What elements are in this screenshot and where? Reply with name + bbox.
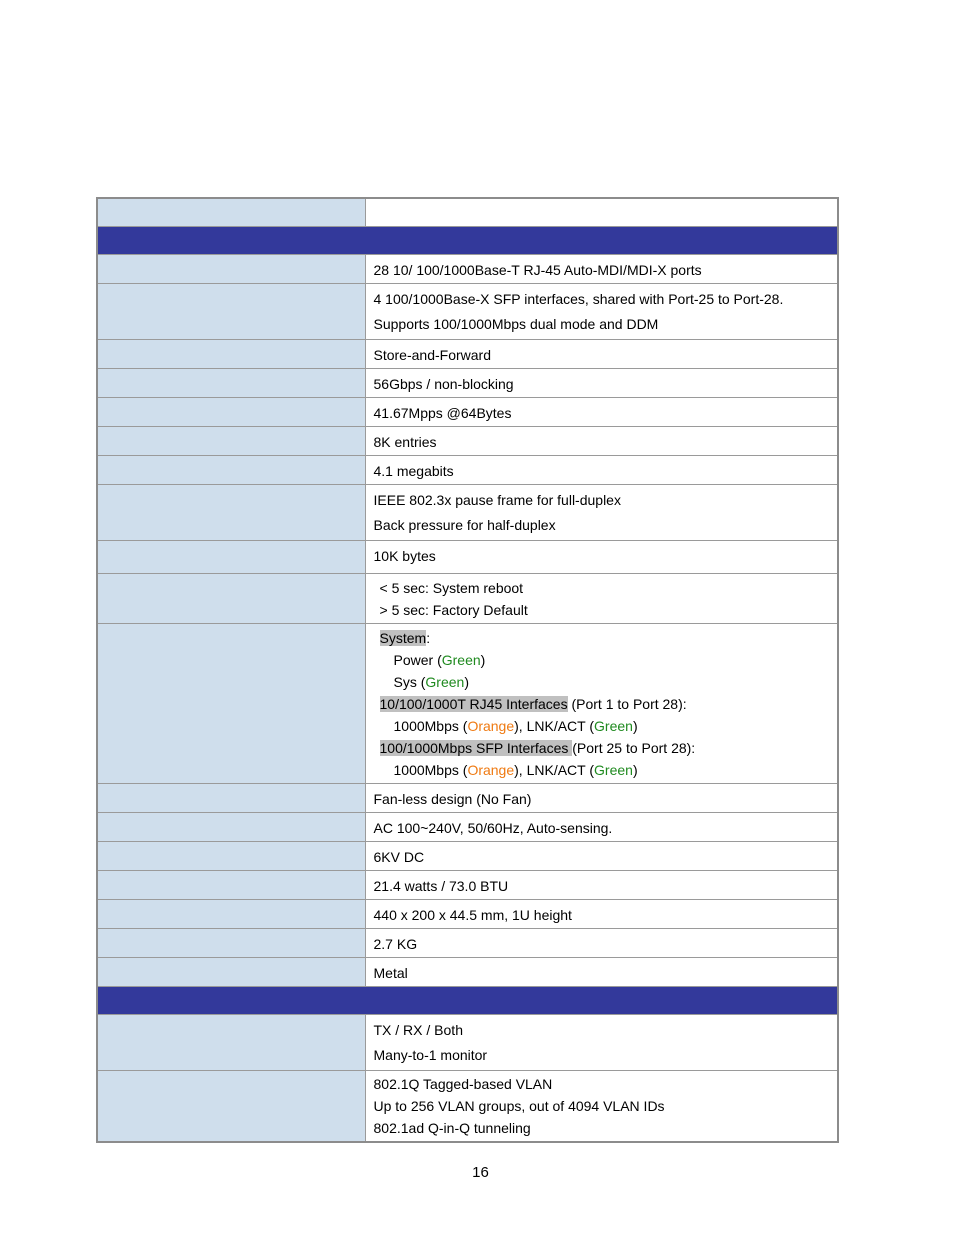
- led-system-line: [380, 627, 830, 649]
- row-value: [365, 541, 838, 574]
- flow-control-line-1: IEEE 802.3x pause frame for full-duplex: [373, 492, 621, 508]
- specification-table: [96, 197, 839, 1143]
- copper-ports-text: 28 10/ 100/1000Base-T RJ-45 Auto-MDI/MDI-X ports: [373, 262, 702, 278]
- led-green-text: Green: [594, 718, 633, 734]
- row-label: [97, 1071, 365, 1143]
- led-sfp-heading: 100/1000Mbps SFP Interfaces: [379, 740, 573, 756]
- table-row: [97, 284, 838, 340]
- row-label: [97, 340, 365, 369]
- section-bar-cell: [97, 227, 838, 255]
- row-value: [365, 624, 838, 784]
- row-label: [97, 958, 365, 987]
- table-row: [97, 574, 838, 624]
- section-bar-cell: [97, 987, 838, 1015]
- table-row: [97, 900, 838, 929]
- led-rj45-range: (Port 1 to Port 28):: [567, 696, 687, 712]
- row-label: [97, 813, 365, 842]
- row-label: [97, 624, 365, 784]
- row-value: [365, 1071, 838, 1143]
- row-value: [365, 1015, 838, 1071]
- table-row: [97, 427, 838, 456]
- vlan-line-3: 802.1ad Q-in-Q tunneling: [373, 1120, 531, 1136]
- header-label-cell: [97, 198, 365, 227]
- led-colon: :: [426, 630, 431, 646]
- vlan-line-1: 802.1Q Tagged-based VLAN: [373, 1076, 553, 1092]
- table-row: [97, 456, 838, 485]
- led-close: ): [464, 674, 469, 690]
- table-row: [97, 842, 838, 871]
- led-power-line: [380, 649, 830, 671]
- sfp-line-1: 4 100/1000Base-X SFP interfaces, shared with Port-25 to Port-28.: [373, 291, 784, 307]
- led-sfp-line: [380, 737, 830, 759]
- table-row: [97, 369, 838, 398]
- weight-text: 2.7 KG: [373, 936, 418, 952]
- row-value: [365, 398, 838, 427]
- table-row: [97, 398, 838, 427]
- switch-architecture-text: Store-and-Forward: [373, 347, 491, 363]
- page-number: 16: [472, 1164, 489, 1181]
- section-bar-hardware: [97, 227, 838, 255]
- row-value: [365, 369, 838, 398]
- row-label: [97, 284, 365, 340]
- row-value: [365, 871, 838, 900]
- row-value: [365, 574, 838, 624]
- header-value-cell: [365, 198, 838, 227]
- fan-text: Fan-less design (No Fan): [373, 791, 532, 807]
- table-row: [97, 929, 838, 958]
- switch-fabric-text: 56Gbps / non-blocking: [373, 376, 514, 392]
- led-orange-text: Orange: [467, 718, 515, 734]
- row-value: [365, 900, 838, 929]
- row-value: [365, 929, 838, 958]
- jumbo-frame-text: 10K bytes: [373, 548, 436, 564]
- led-rj45-heading: 10/100/1000T RJ45 Interfaces: [379, 696, 568, 712]
- led-sfp-range: (Port 25 to Port 28):: [572, 740, 696, 756]
- row-label: [97, 398, 365, 427]
- row-value: [365, 340, 838, 369]
- table-row: [97, 871, 838, 900]
- table-row: [97, 255, 838, 284]
- row-label: [97, 255, 365, 284]
- table-header-row: [97, 198, 838, 227]
- row-label: [97, 541, 365, 574]
- led-sys-line: [380, 671, 830, 693]
- row-value: [365, 784, 838, 813]
- section-bar-software: [97, 987, 838, 1015]
- led-power-label: Power (: [393, 652, 442, 668]
- row-value: [365, 958, 838, 987]
- power-requirement-text: AC 100~240V, 50/60Hz, Auto-sensing.: [373, 820, 613, 836]
- led-sfp-status-line: [380, 759, 830, 781]
- mirror-line-1: TX / RX / Both: [373, 1022, 463, 1038]
- row-label: [97, 574, 365, 624]
- led-system-heading: System: [379, 630, 427, 646]
- led-rj45-status-line: [380, 715, 830, 737]
- row-label: [97, 369, 365, 398]
- row-value: [365, 485, 838, 541]
- table-row: [97, 1071, 838, 1143]
- led-green-text: Green: [441, 652, 481, 668]
- led-close: ): [480, 652, 486, 668]
- row-label: [97, 900, 365, 929]
- row-label: [97, 456, 365, 485]
- sfp-line-2: Supports 100/1000Mbps dual mode and DDM: [373, 316, 659, 332]
- row-value: [365, 427, 838, 456]
- led-speed-label: 1000Mbps (: [393, 762, 468, 778]
- row-label: [97, 485, 365, 541]
- row-value: [365, 456, 838, 485]
- reset-line-2: > 5 sec: Factory Default: [379, 602, 528, 618]
- led-orange-text: Orange: [467, 762, 515, 778]
- mac-table-text: 8K entries: [373, 434, 437, 450]
- buffer-text: 4.1 megabits: [373, 463, 454, 479]
- table-row: [97, 784, 838, 813]
- esd-text: 6KV DC: [373, 849, 425, 865]
- reset-line-1: < 5 sec: System reboot: [379, 580, 524, 596]
- led-lnk-label: ), LNK/ACT (: [514, 718, 595, 734]
- row-label: [97, 427, 365, 456]
- led-sys-label: Sys (: [393, 674, 426, 690]
- table-row: [97, 485, 838, 541]
- row-label: [97, 1015, 365, 1071]
- led-green-text: Green: [594, 762, 633, 778]
- led-close: ): [632, 718, 638, 734]
- led-green-text: Green: [425, 674, 465, 690]
- table-row: [97, 340, 838, 369]
- row-value: [365, 255, 838, 284]
- row-label: [97, 842, 365, 871]
- row-label: [97, 871, 365, 900]
- flow-control-line-2: Back pressure for half-duplex: [373, 517, 556, 533]
- led-speed-label: 1000Mbps (: [393, 718, 468, 734]
- enclosure-text: Metal: [373, 965, 408, 981]
- row-value: [365, 284, 838, 340]
- vlan-line-2: Up to 256 VLAN groups, out of 4094 VLAN IDs: [373, 1098, 665, 1114]
- row-label: [97, 929, 365, 958]
- row-value: [365, 813, 838, 842]
- table-row: [97, 813, 838, 842]
- led-lnk-label: ), LNK/ACT (: [514, 762, 595, 778]
- led-rj45-line: [380, 693, 830, 715]
- dimensions-text: 440 x 200 x 44.5 mm, 1U height: [373, 907, 572, 923]
- row-value: [365, 842, 838, 871]
- table-row: [97, 958, 838, 987]
- led-close: ): [632, 762, 638, 778]
- mirror-line-2: Many-to-1 monitor: [373, 1047, 488, 1063]
- table-row: [97, 1015, 838, 1071]
- row-label: [97, 784, 365, 813]
- power-consumption-text: 21.4 watts / 73.0 BTU: [373, 878, 509, 894]
- table-row: [97, 541, 838, 574]
- table-row-led: [97, 624, 838, 784]
- throughput-text: 41.67Mpps @64Bytes: [373, 405, 512, 421]
